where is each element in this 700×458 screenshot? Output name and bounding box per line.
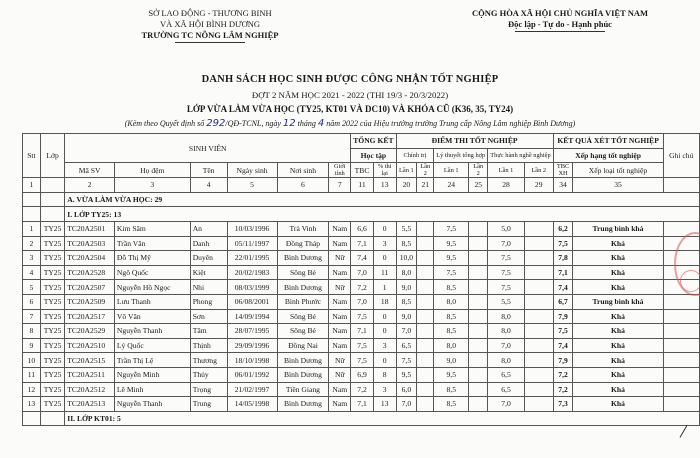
cell-lop: TY25 bbox=[40, 324, 64, 339]
cell-ct1: 9,0 bbox=[396, 280, 417, 295]
document-subtitle: ĐỢT 2 NĂM HỌC 2021 - 2022 (THI 19/3 - 20/3/2022) bbox=[251, 90, 449, 100]
graduates-table bbox=[22, 133, 700, 426]
country-name: CỘNG HÒA XÃ HỘI CHỦ NGHĨA VIỆT NAM bbox=[471, 8, 649, 18]
cell-th1: 7,5 bbox=[488, 265, 525, 280]
cell-stt: 5 bbox=[23, 280, 41, 295]
cell-ct1: 7,5 bbox=[396, 353, 417, 368]
cell-xh: 7,9 bbox=[553, 309, 573, 324]
cell-lt1: 7,5 bbox=[434, 265, 469, 280]
cell-lt1: 8,5 bbox=[434, 280, 469, 295]
col-ketqua: KẾT QUẢ XÉT TỐT NGHIỆP bbox=[553, 134, 663, 149]
cell-tbc: 7,1 bbox=[351, 236, 374, 251]
student-rows bbox=[23, 221, 700, 411]
cell-noi: Bình Dương bbox=[277, 280, 329, 295]
cell-xh: 7,5 bbox=[553, 324, 573, 339]
table-row bbox=[23, 221, 700, 236]
cell-lt1: 9,0 bbox=[434, 353, 469, 368]
cell-tbc: 7,2 bbox=[351, 382, 374, 397]
cell-xl: Khá bbox=[573, 251, 663, 266]
cell-lop: TY25 bbox=[40, 397, 64, 412]
decision-day: 12 bbox=[282, 118, 296, 129]
col-ghichu: Ghi chú bbox=[663, 134, 699, 178]
table-row bbox=[23, 367, 700, 382]
cell-noi: Bình Dương bbox=[277, 397, 329, 412]
col-thuchanh: Thực hành nghề nghiệp bbox=[488, 148, 553, 163]
cell-th1: 7,0 bbox=[488, 338, 525, 353]
motto: Độc lập - Tự do - Hạnh phúc bbox=[508, 19, 612, 29]
section-row-ii bbox=[23, 411, 700, 426]
table-row bbox=[23, 265, 700, 280]
table-row bbox=[23, 353, 700, 368]
cell-pct: 3 bbox=[373, 338, 396, 353]
cell-ho: Lưu Thanh bbox=[114, 294, 190, 309]
cell-ns: 21/02/1997 bbox=[227, 382, 277, 397]
col-th-lan1: Lần 1 bbox=[488, 163, 525, 178]
cell-lt1: 7,5 bbox=[434, 221, 469, 236]
cell-ma: TC20A2507 bbox=[65, 280, 115, 295]
section-a-label: A. VỪA LÀM VỪA HỌC: 29 bbox=[65, 192, 700, 207]
cell-ho: Nguyễn Minh bbox=[114, 367, 190, 382]
cell-pct: 3 bbox=[373, 382, 396, 397]
cell-xh: 7,3 bbox=[553, 397, 573, 412]
cell-lop: TY25 bbox=[40, 353, 64, 368]
cell-pct: 0 bbox=[373, 251, 396, 266]
cell-ns: 20/02/1983 bbox=[227, 265, 277, 280]
cell-lop: TY25 bbox=[40, 280, 64, 295]
cell-ma: TC20A2509 bbox=[65, 294, 115, 309]
cell-lt1: 8,0 bbox=[434, 294, 469, 309]
table-row bbox=[23, 338, 700, 353]
cell-noi: Bình Phước bbox=[277, 294, 329, 309]
cell-xl: Khá bbox=[573, 382, 663, 397]
cell-lt1: 8,5 bbox=[434, 324, 469, 339]
issuer-block bbox=[90, 8, 330, 43]
cell-ten: Nhi bbox=[190, 280, 227, 295]
cell-ns: 05/11/1997 bbox=[227, 236, 277, 251]
cell-gt: Nam bbox=[329, 338, 351, 353]
cell-lop: TY25 bbox=[40, 367, 64, 382]
cell-stt: 8 bbox=[23, 324, 41, 339]
cell-lt1: 9,5 bbox=[434, 251, 469, 266]
cell-ns: 06/08/2001 bbox=[227, 294, 277, 309]
cell-pct: 0 bbox=[373, 353, 396, 368]
cell-ma: TC20A2529 bbox=[65, 324, 115, 339]
cell-pct: 1 bbox=[373, 280, 396, 295]
cell-th1: 5,0 bbox=[488, 221, 525, 236]
cell-ct1: 9,0 bbox=[396, 309, 417, 324]
col-lythuyet: Lý thuyết tổng hợp bbox=[434, 148, 488, 163]
cell-ten: Tâm bbox=[190, 324, 227, 339]
table-row bbox=[23, 251, 700, 266]
issuer-line-1: SỞ LAO ĐỘNG - THƯƠNG BINH bbox=[148, 8, 272, 18]
cell-ho: Trần Văn bbox=[114, 236, 190, 251]
col-lop: Lớp bbox=[40, 134, 64, 178]
cell-ten: Duyên bbox=[190, 251, 227, 266]
cell-th1: 8,0 bbox=[488, 309, 525, 324]
cell-th1: 7,5 bbox=[488, 251, 525, 266]
cell-xh: 7,2 bbox=[553, 367, 573, 382]
col-diemthi: ĐIỂM THI TỐT NGHIỆP bbox=[396, 134, 553, 149]
table-row bbox=[23, 280, 700, 295]
cell-ma: TC20A2503 bbox=[65, 236, 115, 251]
table-row bbox=[23, 382, 700, 397]
cell-gt: Nam bbox=[329, 294, 351, 309]
col-ten: Tên bbox=[190, 163, 227, 178]
cell-ho: Võ Văn bbox=[114, 309, 190, 324]
cell-th1: 7,0 bbox=[488, 236, 525, 251]
cell-pct: 13 bbox=[373, 397, 396, 412]
cell-ct1: 8,5 bbox=[396, 294, 417, 309]
cell-gt: Nam bbox=[329, 324, 351, 339]
cell-tbc: 7,4 bbox=[351, 251, 374, 266]
cell-pct: 0 bbox=[373, 324, 396, 339]
motto-underline bbox=[515, 31, 605, 32]
col-masv: Mã SV bbox=[65, 163, 115, 178]
cell-xh: 7,9 bbox=[553, 353, 573, 368]
cell-tbc: 7,0 bbox=[351, 294, 374, 309]
cell-ct1: 10,0 bbox=[396, 251, 417, 266]
cell-ma: TC20A2513 bbox=[65, 397, 115, 412]
cell-ten: Thủy bbox=[190, 367, 227, 382]
cell-lt1: 8,5 bbox=[434, 397, 469, 412]
cell-pct: 11 bbox=[373, 265, 396, 280]
cell-ma: TC20A2515 bbox=[65, 353, 115, 368]
cell-lop: TY25 bbox=[40, 309, 64, 324]
cell-tbc: 7,5 bbox=[351, 309, 374, 324]
cell-stt: 3 bbox=[23, 251, 41, 266]
cell-gt: Nam bbox=[329, 265, 351, 280]
cell-ma: TC20A2501 bbox=[65, 221, 115, 236]
col-xephang: Xếp hạng tốt nghiệp bbox=[553, 148, 663, 163]
cell-ten: Thịnh bbox=[190, 338, 227, 353]
cell-noi: Đồng Nai bbox=[277, 338, 329, 353]
cell-gt: Nữ bbox=[329, 251, 351, 266]
cell-pct: 18 bbox=[373, 294, 396, 309]
cell-ns: 06/01/1992 bbox=[227, 367, 277, 382]
col-ngaysinh: Ngày sinh bbox=[227, 163, 277, 178]
cell-ten: Trung bbox=[190, 397, 227, 412]
issuer-line-3: TRƯỜNG TC NÔNG LÂM NGHIỆP bbox=[141, 30, 279, 40]
cell-xh: 6,7 bbox=[553, 294, 573, 309]
cell-ns: 29/09/1996 bbox=[227, 338, 277, 353]
col-tbc: TBC bbox=[351, 163, 374, 178]
cell-xl: Khá bbox=[573, 367, 663, 382]
cell-xl: Khá bbox=[573, 265, 663, 280]
cell-th1: 8,0 bbox=[488, 353, 525, 368]
cell-ho: Đỗ Thị Mỹ bbox=[114, 251, 190, 266]
cell-ma: TC20A2504 bbox=[65, 251, 115, 266]
cell-th1: 6,5 bbox=[488, 367, 525, 382]
cell-ho: Trần Thị Lệ bbox=[114, 353, 190, 368]
header-row-1 bbox=[23, 134, 700, 149]
section-row-a bbox=[23, 192, 700, 207]
cell-ma: TC20A2517 bbox=[65, 309, 115, 324]
cell-noi: Bình Dương bbox=[277, 353, 329, 368]
cell-ct1: 8,5 bbox=[396, 236, 417, 251]
cell-xl: Khá bbox=[573, 309, 663, 324]
class-title: LỚP VỪA LÀM VỪA HỌC (TY25, KT01 VÀ DC10) VÀ KHÓA CŨ (K36, 35, TY24) bbox=[186, 104, 514, 114]
decision-line: (Kèm theo Quyết định số 292/QĐ-TCNL, ngày 12 tháng 4 năm 2022 của Hiệu trưởng trường Trung cấp Nông Lâm nghiệp Bình Dương) bbox=[124, 118, 576, 129]
cell-gt: Nữ bbox=[329, 367, 351, 382]
col-ct-lan2: Lần 2 bbox=[417, 163, 434, 178]
table-row bbox=[23, 324, 700, 339]
cell-xl: Trung bình khá bbox=[573, 221, 663, 236]
cell-ma: TC20A2511 bbox=[65, 367, 115, 382]
cell-tbc: 7,1 bbox=[351, 397, 374, 412]
cell-gt: Nam bbox=[329, 221, 351, 236]
cell-ct1: 6,5 bbox=[396, 338, 417, 353]
cell-gt: Nữ bbox=[329, 353, 351, 368]
section-ii-label: II. LỚP KT01: 5 bbox=[65, 411, 700, 426]
cell-ho: Ngô Quốc bbox=[114, 265, 190, 280]
cell-ma: TC20A2528 bbox=[65, 265, 115, 280]
cell-xh: 6,2 bbox=[553, 221, 573, 236]
cell-xh: 7,2 bbox=[553, 382, 573, 397]
cell-lop: TY25 bbox=[40, 265, 64, 280]
cell-pct: 0 bbox=[373, 309, 396, 324]
col-pthilai: % thi lại bbox=[373, 163, 396, 178]
cell-stt: 10 bbox=[23, 353, 41, 368]
cell-ma: TC20A2510 bbox=[65, 338, 115, 353]
cell-xl: Khá bbox=[573, 236, 663, 251]
table-row bbox=[23, 397, 700, 412]
national-motto bbox=[440, 8, 680, 32]
cell-tbc: 7,2 bbox=[351, 280, 374, 295]
col-sinhvien: SINH VIÊN bbox=[65, 134, 351, 163]
cell-gt: Nam bbox=[329, 236, 351, 251]
cell-ns: 22/01/1995 bbox=[227, 251, 277, 266]
cell-lt1: 9,5 bbox=[434, 236, 469, 251]
document-title: DANH SÁCH HỌC SINH ĐƯỢC CÔNG NHẬN TỐT NGHIỆP bbox=[201, 74, 499, 85]
cell-noi: Tiền Giang bbox=[277, 382, 329, 397]
cell-gt: Nam bbox=[329, 397, 351, 412]
cell-xl: Khá bbox=[573, 338, 663, 353]
col-hoctap: Học tập bbox=[351, 148, 396, 163]
cell-lop: TY25 bbox=[40, 382, 64, 397]
cell-stt: 1 bbox=[23, 221, 41, 236]
cell-ho: Nguyễn Thanh bbox=[114, 397, 190, 412]
col-lt-lan1: Lần 1 bbox=[434, 163, 469, 178]
red-seal-inner bbox=[680, 270, 700, 292]
cell-lop: TY25 bbox=[40, 221, 64, 236]
cell-xl: Khá bbox=[573, 397, 663, 412]
col-noisinh: Nơi sinh bbox=[277, 163, 329, 178]
table-row bbox=[23, 236, 700, 251]
cell-lop: TY25 bbox=[40, 294, 64, 309]
cell-tbc: 7,1 bbox=[351, 324, 374, 339]
cell-ho: Lê Minh bbox=[114, 382, 190, 397]
cell-gt: Nữ bbox=[329, 280, 351, 295]
cell-pct: 3 bbox=[373, 236, 396, 251]
pen-mark bbox=[680, 425, 700, 445]
col-lt-lan2: Lần 2 bbox=[469, 163, 488, 178]
cell-lop: TY25 bbox=[40, 236, 64, 251]
col-tbcxh: TBC XH bbox=[553, 163, 573, 178]
col-hodem: Họ đệm bbox=[114, 163, 190, 178]
cell-lt1: 8,5 bbox=[434, 382, 469, 397]
cell-tbc: 6,6 bbox=[351, 221, 374, 236]
decision-month: 4 bbox=[317, 118, 325, 129]
cell-ten: Danh bbox=[190, 236, 227, 251]
cell-noi: Trà Vinh bbox=[277, 221, 329, 236]
col-chinhtri: Chính trị bbox=[396, 148, 434, 163]
cell-ten: Thương bbox=[190, 353, 227, 368]
cell-xl: Khá bbox=[573, 353, 663, 368]
cell-ho: Nguyễn Thanh bbox=[114, 324, 190, 339]
cell-stt: 11 bbox=[23, 367, 41, 382]
cell-noi: Sông Bé bbox=[277, 324, 329, 339]
cell-xl: Khá bbox=[573, 280, 663, 295]
cell-stt: 2 bbox=[23, 236, 41, 251]
cell-ns: 08/03/1999 bbox=[227, 280, 277, 295]
cell-noi: Sông Bé bbox=[277, 265, 329, 280]
cell-tbc: 6,9 bbox=[351, 367, 374, 382]
cell-stt: 12 bbox=[23, 382, 41, 397]
cell-ns: 18/10/1998 bbox=[227, 353, 277, 368]
cell-pct: 8 bbox=[373, 367, 396, 382]
col-xeploai: Xếp loại tốt nghiệp bbox=[573, 163, 663, 178]
cell-gt: Nam bbox=[329, 309, 351, 324]
cell-tbc: 7,0 bbox=[351, 265, 374, 280]
cell-lop: TY25 bbox=[40, 338, 64, 353]
col-th-lan2: Lần 2 bbox=[524, 163, 553, 178]
cell-th1: 6,5 bbox=[488, 382, 525, 397]
cell-lt1: 8,5 bbox=[434, 309, 469, 324]
cell-ct1: 5,5 bbox=[396, 221, 417, 236]
cell-xl: Khá bbox=[573, 324, 663, 339]
cell-th1: 8,0 bbox=[488, 324, 525, 339]
cell-ns: 14/05/1998 bbox=[227, 397, 277, 412]
table-row bbox=[23, 294, 700, 309]
cell-ns: 28/07/1995 bbox=[227, 324, 277, 339]
col-tongket: TỔNG KẾT bbox=[351, 134, 396, 149]
issuer-line-2: VÀ XÃ HỘI BÌNH DƯƠNG bbox=[159, 19, 261, 29]
cell-ten: Trọng bbox=[190, 382, 227, 397]
col-ct-lan1: Lần 1 bbox=[396, 163, 417, 178]
cell-lt1: 8,0 bbox=[434, 338, 469, 353]
cell-stt: 7 bbox=[23, 309, 41, 324]
cell-ho: Kim Sâm bbox=[114, 221, 190, 236]
cell-ten: An bbox=[190, 221, 227, 236]
cell-ns: 14/09/1994 bbox=[227, 309, 277, 324]
cell-ct1: 8,0 bbox=[396, 265, 417, 280]
cell-gt: Nam bbox=[329, 382, 351, 397]
cell-ten: Kiệt bbox=[190, 265, 227, 280]
cell-ct1: 9,5 bbox=[396, 367, 417, 382]
cell-ten: Phong bbox=[190, 294, 227, 309]
cell-lop: TY25 bbox=[40, 251, 64, 266]
cell-ns: 10/03/1996 bbox=[227, 221, 277, 236]
cell-noi: Bình Dương bbox=[277, 367, 329, 382]
cell-th1: 7,0 bbox=[488, 397, 525, 412]
cell-ho: Nguyễn Hồ Ngọc bbox=[114, 280, 190, 295]
cell-tbc: 7,5 bbox=[351, 338, 374, 353]
cell-ten: Sơn bbox=[190, 309, 227, 324]
cell-th1: 7,5 bbox=[488, 280, 525, 295]
decision-number: 292 bbox=[206, 118, 226, 129]
cell-ma: TC20A2512 bbox=[65, 382, 115, 397]
cell-ct1: 6,0 bbox=[396, 382, 417, 397]
cell-xh: 7,4 bbox=[553, 280, 573, 295]
cell-noi: Sông Bé bbox=[277, 309, 329, 324]
section-i-label: I. LỚP TY25: 13 bbox=[65, 207, 700, 222]
cell-xh: 7,5 bbox=[553, 236, 573, 251]
cell-xh: 7,8 bbox=[553, 251, 573, 266]
section-row-i bbox=[23, 207, 700, 222]
cell-stt: 6 bbox=[23, 294, 41, 309]
cell-ho: Lý Quốc bbox=[114, 338, 190, 353]
cell-stt: 4 bbox=[23, 265, 41, 280]
cell-ct1: 7,0 bbox=[396, 324, 417, 339]
cell-stt: 13 bbox=[23, 397, 41, 412]
cell-xh: 7,4 bbox=[553, 338, 573, 353]
cell-xh: 7,1 bbox=[553, 265, 573, 280]
cell-th1: 5,5 bbox=[488, 294, 525, 309]
cell-tbc: 7,5 bbox=[351, 353, 374, 368]
cell-lt1: 9,5 bbox=[434, 367, 469, 382]
column-number-row: 1 2 3 4 5 6 7 11 13 20 21 24 25 28 29 34 35 bbox=[23, 178, 700, 193]
issuer-underline bbox=[175, 42, 245, 43]
cell-xl: Trung bình khá bbox=[573, 294, 663, 309]
cell-stt: 9 bbox=[23, 338, 41, 353]
cell-pct: 0 bbox=[373, 221, 396, 236]
cell-noi: Bình Dương bbox=[277, 251, 329, 266]
cell-noi: Đồng Tháp bbox=[277, 236, 329, 251]
table-row bbox=[23, 309, 700, 324]
col-gioitinh: Giới tính bbox=[329, 163, 351, 178]
cell-ct1: 7,0 bbox=[396, 397, 417, 412]
col-stt: Stt bbox=[23, 134, 41, 178]
